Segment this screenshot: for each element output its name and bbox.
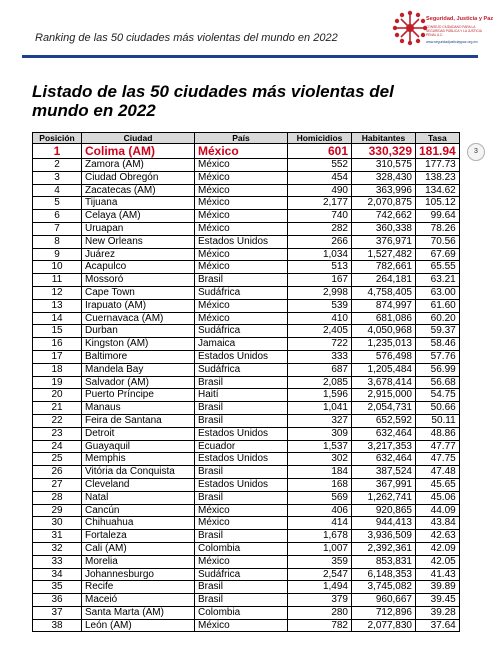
cell-position: 13 (33, 299, 82, 312)
cell-homicides: 414 (288, 517, 352, 530)
cell-country: Brasil (195, 466, 288, 479)
table-row (33, 210, 460, 223)
cell-country: México (195, 144, 288, 159)
cell-population: 3,936,509 (352, 530, 416, 543)
cell-population: 2,070,875 (352, 197, 416, 210)
cell-rate: 39.45 (416, 594, 460, 607)
cell-homicides: 168 (288, 478, 352, 491)
cell-country: Sudáfrica (195, 286, 288, 299)
logo-subtitle: CONSEJO CIUDADANO PARA LA SEGURIDAD PÚBLICA Y LA JUSTICIA PENAL A.C. (426, 25, 482, 37)
cell-country: Estados Unidos (195, 235, 288, 248)
cell-rate: 47.48 (416, 466, 460, 479)
cell-homicides: 2,085 (288, 376, 352, 389)
cell-rate: 60.20 (416, 312, 460, 325)
cell-country: Colombia (195, 606, 288, 619)
cell-position: 17 (33, 350, 82, 363)
cell-homicides: 1,678 (288, 530, 352, 543)
cell-country: México (195, 171, 288, 184)
header-text: Ranking de las 50 ciudades más violentas del mundo en 2022 (35, 32, 338, 44)
table-row (33, 144, 460, 159)
cell-population: 4,758,405 (352, 286, 416, 299)
cell-rate: 56.68 (416, 376, 460, 389)
table-row (33, 248, 460, 261)
cell-city: Cape Town (82, 286, 195, 299)
cell-city: Uruapan (82, 222, 195, 235)
cell-rate: 59.37 (416, 325, 460, 338)
cell-position: 16 (33, 338, 82, 351)
cell-position: 35 (33, 581, 82, 594)
cell-country: México (195, 222, 288, 235)
cell-population: 328,430 (352, 171, 416, 184)
cell-city: Durban (82, 325, 195, 338)
cell-city: Kingston (AM) (82, 338, 195, 351)
cell-position: 2 (33, 159, 82, 172)
cell-position: 37 (33, 606, 82, 619)
cell-city: Juárez (82, 248, 195, 261)
cell-city: Baltimore (82, 350, 195, 363)
cell-position: 29 (33, 504, 82, 517)
cell-city: Recife (82, 581, 195, 594)
cell-rate: 99.64 (416, 210, 460, 223)
cell-position: 3 (33, 171, 82, 184)
cell-city: Zamora (AM) (82, 159, 195, 172)
cell-rate: 43.84 (416, 517, 460, 530)
cell-position: 18 (33, 363, 82, 376)
cell-city: Vitória da Conquista (82, 466, 195, 479)
cell-country: Sudáfrica (195, 325, 288, 338)
column-header-population: Habitantes (352, 133, 416, 144)
cell-country: México (195, 517, 288, 530)
cell-city: Zacatecas (AM) (82, 184, 195, 197)
cell-homicides: 309 (288, 427, 352, 440)
table-row (33, 222, 460, 235)
cell-rate: 42.63 (416, 530, 460, 543)
cell-position: 10 (33, 261, 82, 274)
cell-population: 360,338 (352, 222, 416, 235)
cell-position: 32 (33, 542, 82, 555)
cell-homicides: 379 (288, 594, 352, 607)
cell-position: 38 (33, 619, 82, 632)
cell-position: 19 (33, 376, 82, 389)
cell-rate: 50.11 (416, 414, 460, 427)
ranking-table (32, 132, 460, 632)
logo-url: www.seguridadjusticiaypaz.org.mx (426, 40, 478, 44)
cell-population: 632,464 (352, 453, 416, 466)
cell-rate: 58.46 (416, 338, 460, 351)
cell-population: 1,527,482 (352, 248, 416, 261)
cell-homicides: 1,537 (288, 440, 352, 453)
cell-population: 363,996 (352, 184, 416, 197)
cell-homicides: 687 (288, 363, 352, 376)
header-divider (22, 55, 478, 58)
table-row (33, 606, 460, 619)
cell-city: Manaus (82, 402, 195, 415)
cell-country: Sudáfrica (195, 363, 288, 376)
cell-homicides: 327 (288, 414, 352, 427)
cell-homicides: 2,177 (288, 197, 352, 210)
cell-homicides: 740 (288, 210, 352, 223)
table-row (33, 325, 460, 338)
cell-country: Brasil (195, 581, 288, 594)
cell-population: 652,592 (352, 414, 416, 427)
cell-city: Natal (82, 491, 195, 504)
cell-rate: 63.00 (416, 286, 460, 299)
cell-city: Cleveland (82, 478, 195, 491)
cell-position: 36 (33, 594, 82, 607)
cell-population: 387,524 (352, 466, 416, 479)
cell-homicides: 2,547 (288, 568, 352, 581)
cell-city: Feira de Santana (82, 414, 195, 427)
cell-country: México (195, 555, 288, 568)
cell-population: 2,077,830 (352, 619, 416, 632)
cell-country: Brasil (195, 530, 288, 543)
cell-population: 920,865 (352, 504, 416, 517)
cell-homicides: 302 (288, 453, 352, 466)
cell-position: 34 (33, 568, 82, 581)
cell-position: 5 (33, 197, 82, 210)
cell-homicides: 552 (288, 159, 352, 172)
table-row (33, 414, 460, 427)
cell-city: Santa Marta (AM) (82, 606, 195, 619)
organization-logo (390, 8, 493, 52)
table-row (33, 171, 460, 184)
cell-rate: 138.23 (416, 171, 460, 184)
cell-rate: 54.75 (416, 389, 460, 402)
cell-country: Estados Unidos (195, 453, 288, 466)
cell-country: Brasil (195, 402, 288, 415)
table-row (33, 312, 460, 325)
cell-rate: 63.21 (416, 274, 460, 287)
cell-position: 6 (33, 210, 82, 223)
cell-rate: 177.73 (416, 159, 460, 172)
cell-population: 681,086 (352, 312, 416, 325)
cell-population: 742,662 (352, 210, 416, 223)
table-row (33, 491, 460, 504)
cell-city: Detroit (82, 427, 195, 440)
cell-country: Brasil (195, 274, 288, 287)
cell-country: Brasil (195, 594, 288, 607)
cell-homicides: 266 (288, 235, 352, 248)
cell-homicides: 280 (288, 606, 352, 619)
cell-population: 632,464 (352, 427, 416, 440)
cell-rate: 39.89 (416, 581, 460, 594)
cell-position: 22 (33, 414, 82, 427)
cell-city: Acapulco (82, 261, 195, 274)
table-row (33, 517, 460, 530)
cell-rate: 105.12 (416, 197, 460, 210)
table-row (33, 440, 460, 453)
cell-city: Memphis (82, 453, 195, 466)
cell-city: Guayaquil (82, 440, 195, 453)
cell-city: Celaya (AM) (82, 210, 195, 223)
cell-rate: 134.62 (416, 184, 460, 197)
cell-rate: 67.69 (416, 248, 460, 261)
cell-country: Brasil (195, 376, 288, 389)
cell-city: Fortaleza (82, 530, 195, 543)
cell-position: 25 (33, 453, 82, 466)
cell-population: 1,262,741 (352, 491, 416, 504)
cell-population: 1,205,484 (352, 363, 416, 376)
column-header-country: País (195, 133, 288, 144)
cell-city: Mossoró (82, 274, 195, 287)
cell-homicides: 722 (288, 338, 352, 351)
cell-rate: 78.26 (416, 222, 460, 235)
cell-country: México (195, 248, 288, 261)
cell-rate: 45.06 (416, 491, 460, 504)
cell-rate: 39.28 (416, 606, 460, 619)
cell-position: 1 (33, 144, 82, 159)
table-row (33, 581, 460, 594)
cell-homicides: 1,041 (288, 402, 352, 415)
cell-position: 12 (33, 286, 82, 299)
table-row (33, 350, 460, 363)
cell-homicides: 1,494 (288, 581, 352, 594)
table-row (33, 478, 460, 491)
cell-city: Chihuahua (82, 517, 195, 530)
cell-population: 4,050,968 (352, 325, 416, 338)
cell-population: 2,054,731 (352, 402, 416, 415)
table-row (33, 274, 460, 287)
cell-rate: 65.55 (416, 261, 460, 274)
cell-homicides: 1,596 (288, 389, 352, 402)
cell-population: 576,498 (352, 350, 416, 363)
cell-homicides: 167 (288, 274, 352, 287)
table-row (33, 184, 460, 197)
cell-rate: 42.09 (416, 542, 460, 555)
cell-homicides: 490 (288, 184, 352, 197)
cell-position: 30 (33, 517, 82, 530)
cell-country: Sudáfrica (195, 568, 288, 581)
cell-population: 960,667 (352, 594, 416, 607)
cell-city: Colima (AM) (82, 144, 195, 159)
cell-city: Cali (AM) (82, 542, 195, 555)
cell-city: Salvador (AM) (82, 376, 195, 389)
table-row (33, 261, 460, 274)
cell-rate: 37.64 (416, 619, 460, 632)
cell-country: Brasil (195, 414, 288, 427)
cell-country: México (195, 619, 288, 632)
column-header-position: Posición (33, 133, 82, 144)
cell-position: 7 (33, 222, 82, 235)
table-row (33, 286, 460, 299)
cell-country: Estados Unidos (195, 350, 288, 363)
table-row (33, 619, 460, 632)
cell-position: 24 (33, 440, 82, 453)
cell-homicides: 2,998 (288, 286, 352, 299)
cell-country: México (195, 261, 288, 274)
cell-city: León (AM) (82, 619, 195, 632)
page-header (0, 0, 493, 60)
cell-city: Cuernavaca (AM) (82, 312, 195, 325)
cell-city: Mandela Bay (82, 363, 195, 376)
cell-position: 20 (33, 389, 82, 402)
cell-country: Brasil (195, 491, 288, 504)
cell-rate: 181.94 (416, 144, 460, 159)
cell-country: México (195, 210, 288, 223)
cell-homicides: 569 (288, 491, 352, 504)
cell-city: Ciudad Obregón (82, 171, 195, 184)
cell-country: México (195, 312, 288, 325)
cell-homicides: 184 (288, 466, 352, 479)
table-row (33, 235, 460, 248)
cell-country: Colombia (195, 542, 288, 555)
cell-rate: 61.60 (416, 299, 460, 312)
cell-homicides: 410 (288, 312, 352, 325)
table-row (33, 568, 460, 581)
cell-city: Irapuato (AM) (82, 299, 195, 312)
cell-homicides: 282 (288, 222, 352, 235)
table-row (33, 376, 460, 389)
cell-country: Estados Unidos (195, 478, 288, 491)
column-header-homicides: Homicidios (288, 133, 352, 144)
cell-rate: 47.75 (416, 453, 460, 466)
cell-city: Puerto Príncipe (82, 389, 195, 402)
table-row (33, 197, 460, 210)
cell-homicides: 1,034 (288, 248, 352, 261)
cell-rate: 70.56 (416, 235, 460, 248)
table-row (33, 427, 460, 440)
cell-country: Ecuador (195, 440, 288, 453)
table-header-row (33, 133, 460, 144)
cell-position: 9 (33, 248, 82, 261)
cell-city: New Orleans (82, 235, 195, 248)
table-row (33, 299, 460, 312)
cell-country: México (195, 299, 288, 312)
cell-position: 8 (33, 235, 82, 248)
cell-population: 2,915,000 (352, 389, 416, 402)
cell-homicides: 601 (288, 144, 352, 159)
cell-country: Haití (195, 389, 288, 402)
cell-population: 310,575 (352, 159, 416, 172)
cell-position: 26 (33, 466, 82, 479)
cell-rate: 42.05 (416, 555, 460, 568)
cell-population: 782,661 (352, 261, 416, 274)
cell-rate: 48.86 (416, 427, 460, 440)
table-row (33, 363, 460, 376)
cell-country: Estados Unidos (195, 427, 288, 440)
cell-city: Tijuana (82, 197, 195, 210)
table-row (33, 530, 460, 543)
logo-title: Seguridad, Justicia y Paz (426, 16, 493, 22)
cell-position: 4 (33, 184, 82, 197)
page-number-badge[interactable]: 3 (467, 143, 485, 161)
cell-city: Johannesburgo (82, 568, 195, 581)
logo-burst-icon (390, 8, 430, 48)
cell-rate: 45.65 (416, 478, 460, 491)
cell-position: 14 (33, 312, 82, 325)
cell-population: 3,678,414 (352, 376, 416, 389)
table-row (33, 389, 460, 402)
cell-population: 376,971 (352, 235, 416, 248)
cell-population: 6,148,353 (352, 568, 416, 581)
cell-population: 2,392,361 (352, 542, 416, 555)
table-row (33, 594, 460, 607)
cell-homicides: 2,405 (288, 325, 352, 338)
table-row (33, 402, 460, 415)
cell-population: 944,413 (352, 517, 416, 530)
cell-position: 31 (33, 530, 82, 543)
cell-country: México (195, 184, 288, 197)
cell-country: Jamaica (195, 338, 288, 351)
cell-homicides: 359 (288, 555, 352, 568)
cell-rate: 56.99 (416, 363, 460, 376)
cell-position: 21 (33, 402, 82, 415)
cell-homicides: 513 (288, 261, 352, 274)
cell-position: 15 (33, 325, 82, 338)
cell-population: 712,896 (352, 606, 416, 619)
cell-homicides: 454 (288, 171, 352, 184)
cell-population: 3,217,353 (352, 440, 416, 453)
cell-population: 1,235,013 (352, 338, 416, 351)
cell-city: Morelia (82, 555, 195, 568)
cell-country: México (195, 197, 288, 210)
cell-position: 23 (33, 427, 82, 440)
cell-population: 330,329 (352, 144, 416, 159)
table-row (33, 453, 460, 466)
cell-city: Cancún (82, 504, 195, 517)
cell-rate: 50.66 (416, 402, 460, 415)
cell-homicides: 406 (288, 504, 352, 517)
table-row (33, 504, 460, 517)
cell-population: 874,997 (352, 299, 416, 312)
cell-country: México (195, 504, 288, 517)
cell-population: 3,745,082 (352, 581, 416, 594)
cell-homicides: 782 (288, 619, 352, 632)
cell-position: 28 (33, 491, 82, 504)
column-header-rate: Tasa (416, 133, 460, 144)
table-row (33, 159, 460, 172)
cell-homicides: 539 (288, 299, 352, 312)
table-row (33, 555, 460, 568)
cell-city: Maceió (82, 594, 195, 607)
cell-rate: 41.43 (416, 568, 460, 581)
cell-rate: 44.09 (416, 504, 460, 517)
cell-country: México (195, 159, 288, 172)
column-header-city: Ciudad (82, 133, 195, 144)
cell-rate: 57.76 (416, 350, 460, 363)
cell-homicides: 333 (288, 350, 352, 363)
cell-population: 264,181 (352, 274, 416, 287)
page-title: Listado de las 50 ciudades más violentas del mundo en 2022 (32, 82, 394, 120)
cell-population: 367,991 (352, 478, 416, 491)
cell-population: 853,831 (352, 555, 416, 568)
table-row (33, 542, 460, 555)
cell-position: 33 (33, 555, 82, 568)
cell-position: 11 (33, 274, 82, 287)
cell-rate: 47.77 (416, 440, 460, 453)
table-row (33, 466, 460, 479)
table-row (33, 338, 460, 351)
cell-position: 27 (33, 478, 82, 491)
cell-homicides: 1,007 (288, 542, 352, 555)
